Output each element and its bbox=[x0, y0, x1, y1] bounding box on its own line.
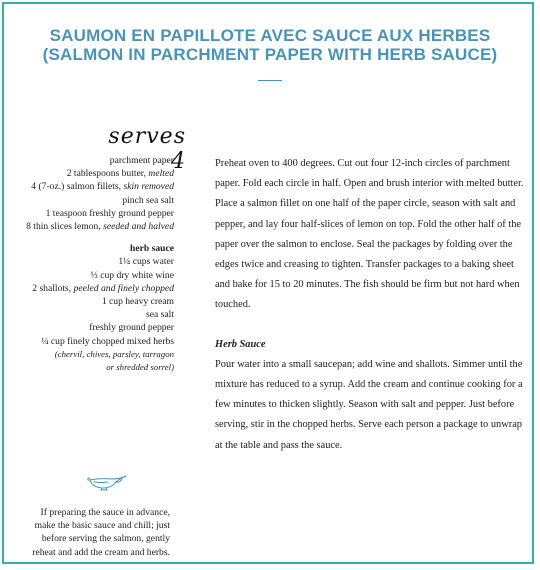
title-line-2: (SALMON IN PARCHMENT PAPER WITH HERB SAUCE) bbox=[42, 45, 498, 64]
sauce-ingredient-row: sea salt bbox=[146, 309, 174, 321]
serves-label: serves 4 bbox=[108, 124, 186, 174]
ingredient-row: 8 thin slices lemon, seeded and halved bbox=[26, 221, 174, 233]
recipe-title bbox=[0, 26, 540, 64]
ingredient-row: 1 teaspoon freshly ground pepper bbox=[45, 207, 174, 219]
sauce-ingredient-row: 2 shallots, peeled and finely chopped bbox=[32, 282, 174, 294]
main-instructions: Preheat oven to 400 degrees. Cut out four 12-inch circles of parchment paper. Fold each circle in half. Open and brush interior with melted butter. Place a salmon fillet on one half of the paper circle, season with salt and pepper, and lay four half-slices of lemon on top. Fold the other half of the paper over the salmon to enclose. Seal the packages by folding over the edges twice and creasing to tighten. Transfer packages to a baking sheet and bake for 15 to 20 minutes. The fish should be firm but not hard when touched. bbox=[215, 158, 524, 311]
ingredient-row: parchment paper bbox=[109, 155, 174, 166]
ingredient-row: pinch sea salt bbox=[122, 194, 174, 206]
sauce-ingredient-row: freshly ground pepper bbox=[89, 322, 174, 334]
advance-tip bbox=[0, 506, 170, 559]
sauce-ingredient-row: ¼ cup finely chopped mixed herbs bbox=[41, 335, 174, 347]
sauce-instructions: Pour water into a small saucepan; add wine and shallots. Simmer until the mixture has reduced to a syrup. Add the cream and continue cooking for a few minutes to thicken slightly. Season with salt and pepper. Just before serving, stir in the chopped herbs. Serve each person a package to unwrap at the table and pass the sauce. bbox=[215, 358, 523, 451]
title-line-1: SAUMON EN PAPILLOTE AVEC SAUCE AUX HERBES bbox=[49, 26, 491, 45]
instructions bbox=[215, 154, 531, 456]
herbs-note: (chervil, chives, parsley, tarragon bbox=[54, 348, 174, 359]
herb-sauce-heading: herb sauce bbox=[130, 243, 174, 255]
tip-line: If preparing the sauce in advance, bbox=[40, 507, 170, 518]
tip-line: before serving the salmon, gently bbox=[41, 533, 170, 545]
ingredient-row: 4 (7-oz.) salmon fillets, skin removed bbox=[31, 181, 174, 193]
ingredient-row: 2 tablespoons butter, melted bbox=[66, 168, 174, 180]
sauce-boat-icon bbox=[86, 470, 132, 492]
ingredients-list bbox=[4, 154, 174, 374]
sauce-ingredient-row: 1¼ cups water bbox=[118, 256, 174, 268]
sauce-ingredient-row: ⅓ cup dry white wine bbox=[90, 269, 174, 281]
herb-sauce-subheading: Herb Sauce bbox=[215, 338, 266, 350]
tip-line: reheat and add the cream and herbs. bbox=[32, 546, 170, 558]
title-divider bbox=[258, 80, 282, 81]
herbs-note: or shredded sorrel) bbox=[106, 362, 174, 373]
sauce-ingredient-row: 1 cup heavy cream bbox=[101, 296, 174, 308]
tip-line: make the basic sauce and chill; just bbox=[34, 520, 170, 532]
